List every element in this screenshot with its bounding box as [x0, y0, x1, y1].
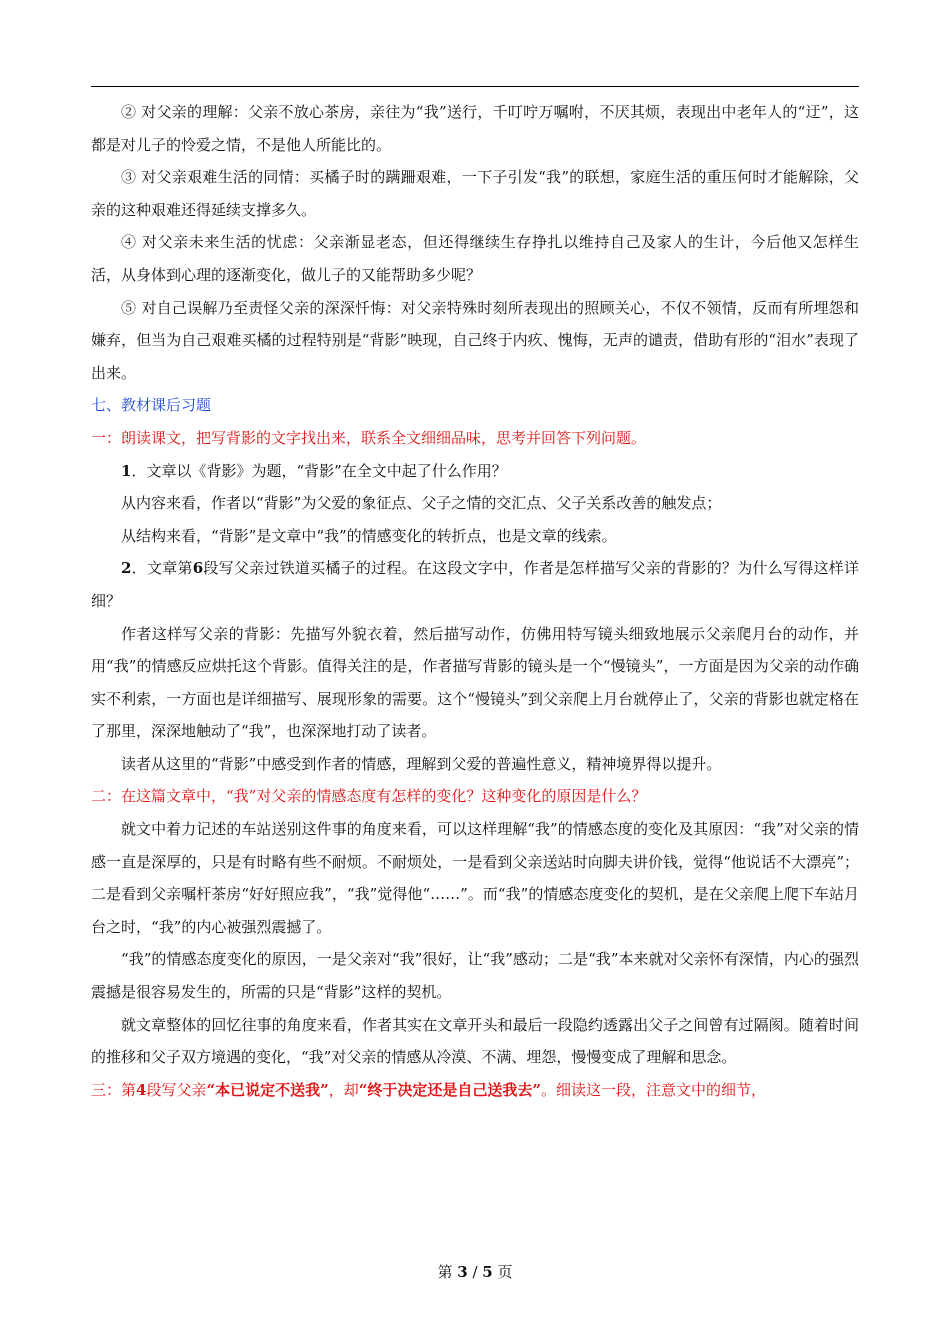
page-number-total: 5 — [482, 1263, 493, 1281]
sub-question-1 — [91, 455, 859, 488]
question-three-text-d: ，却 — [328, 1080, 359, 1099]
page-number-separator: / — [467, 1263, 483, 1281]
answer-3-overall: 就文章整体的回忆往事的角度来看，作者其实在文章开头和最后一段隐约透露出父子之间曾有过隔阂。随着时间的推移和父子双方境遇的变化，“我”对父亲的情感从冷漠、不满、埋怨，慢慢变成了理解和思念。 — [91, 1015, 859, 1067]
answer-3-station: 就文中着力记述的车站送别这件事的角度来看，可以这样理解“我”的情感态度的变化及其原因：“我”对父亲的情感一直是深厚的，只是有时略有些不耐烦。不耐烦处，一是看到父亲送站时向脚夫讲价钱，觉得“他说话不大漂亮”；二是看到父亲嘱杆茶房“好好照应我”，“我”觉得他“……”。而“我”的情感态度变化的契机，是在父亲爬上爬下车站月台之时，“我”的内心被强烈震撼了。 — [91, 820, 859, 936]
sub-question-2 — [91, 552, 859, 617]
section-heading-exercises: 七、教材课后习题 — [91, 396, 212, 415]
sub-question-1-number: 1 — [121, 461, 132, 480]
page-number-suffix: 页 — [492, 1263, 513, 1281]
paragraph-worry: ④ 对父亲未来生活的忧虑：父亲渐显老态，但还得继续生存挣扎以维持自己及家人的生计，今后他又怎样生活，从身体到心理的逐渐变化，做儿子的又能帮助多少呢？ — [91, 233, 859, 284]
answer-3-reason: “我”的情感态度变化的原因，一是父亲对“我”很好，让“我”感动；二是“我”本来就对父亲怀有深情，内心的强烈震撼是很容易发生的，所需的只是“背影”这样的契机。 — [91, 950, 859, 1002]
sub-question-2-text-b: 段写父亲过铁道买橘子的过程。在这段文字中，作者是怎样描写父亲的背影的？为什么写得这样详细？ — [91, 559, 859, 610]
question-three — [91, 1074, 859, 1107]
header-rule — [91, 86, 859, 87]
question-three-paragraph-number: 4 — [136, 1080, 147, 1099]
paragraph-sympathy: ③ 对父亲艰难生活的同情：买橘子时的蹒跚艰难，一下子引发“我”的联想，家庭生活的重压何时才能解除，父亲的这种艰难还得延续支撑多久。 — [91, 168, 859, 219]
page-number-current: 3 — [457, 1263, 468, 1281]
document-body — [91, 96, 859, 1106]
page-footer — [0, 1262, 950, 1282]
answer-2-reader: 读者从这里的“背影”中感受到作者的情感，理解到父爱的普遍性意义，精神境界得以提升。 — [121, 754, 722, 773]
sub-question-2-text-a: ．文章第 — [131, 559, 193, 578]
question-three-text-f: 。细读这一段，注意文中的细节， — [541, 1080, 767, 1099]
sub-question-1-text: ．文章以《背影》为题，“背影”在全文中起了什么作用？ — [131, 461, 507, 480]
sub-question-2-number: 2 — [121, 559, 132, 578]
paragraph-repentance: ⑤ 对自己误解乃至责怪父亲的深深忏悔：对父亲特殊时刻所表现出的照顾关心，不仅不领情，反而有所埋怨和嫌弃，但当为自己艰难买橘的过程特别是“背影”映现，自己终于内疚、愧悔，无声的谴责，借助有形的“泪水”表现了出来。 — [91, 298, 859, 382]
paragraph-understanding: ② 对父亲的理解：父亲不放心茶房，亲往为“我”送行，千叮咛万嘱咐，不厌其烦，表现出中老年人的“迂”，这都是对儿子的怜爱之情，不是他人所能比的。 — [91, 103, 859, 154]
question-three-quote-2: “终于决定还是自己送我去” — [358, 1080, 542, 1099]
question-one: 一：朗读课文，把写背影的文字找出来，联系全文细细品味，思考并回答下列问题。 — [91, 428, 647, 447]
answer-1-structure: 从结构来看，“背影”是文章中“我”的情感变化的转折点，也是文章的线索。 — [121, 526, 617, 545]
answer-2-description: 作者这样写父亲的背影：先描写外貌衣着，然后描写动作，仿佛用特写镜头细致地展示父亲爬月台的动作，并用“我”的情感反应烘托这个背影。值得关注的是，作者描写背影的镜头是一个“慢镜头”，一方面是因为父亲的动作确实不利索，一方面也是详细描写、展现形象的需要。这个“慢镜头”到父亲爬上月台就停止了，父亲的背影也就定格在了那里，深深地触动了“我”，也深深地打动了读者。 — [91, 624, 859, 741]
question-two: 二：在这篇文章中，“我”对父亲的情感态度有怎样的变化？这种变化的原因是什么？ — [91, 787, 647, 806]
question-three-quote-1: “本已说定不送我” — [206, 1080, 329, 1099]
answer-1-content: 从内容来看，作者以“背影”为父爱的象征点、父子之情的交汇点、父子关系改善的触发点； — [121, 494, 722, 513]
question-three-text-a: 三：第 — [91, 1080, 137, 1099]
page-number-prefix: 第 — [437, 1263, 458, 1281]
question-three-text-b: 段写父亲 — [146, 1080, 207, 1099]
sub-question-2-paragraph-number: 6 — [192, 559, 204, 578]
